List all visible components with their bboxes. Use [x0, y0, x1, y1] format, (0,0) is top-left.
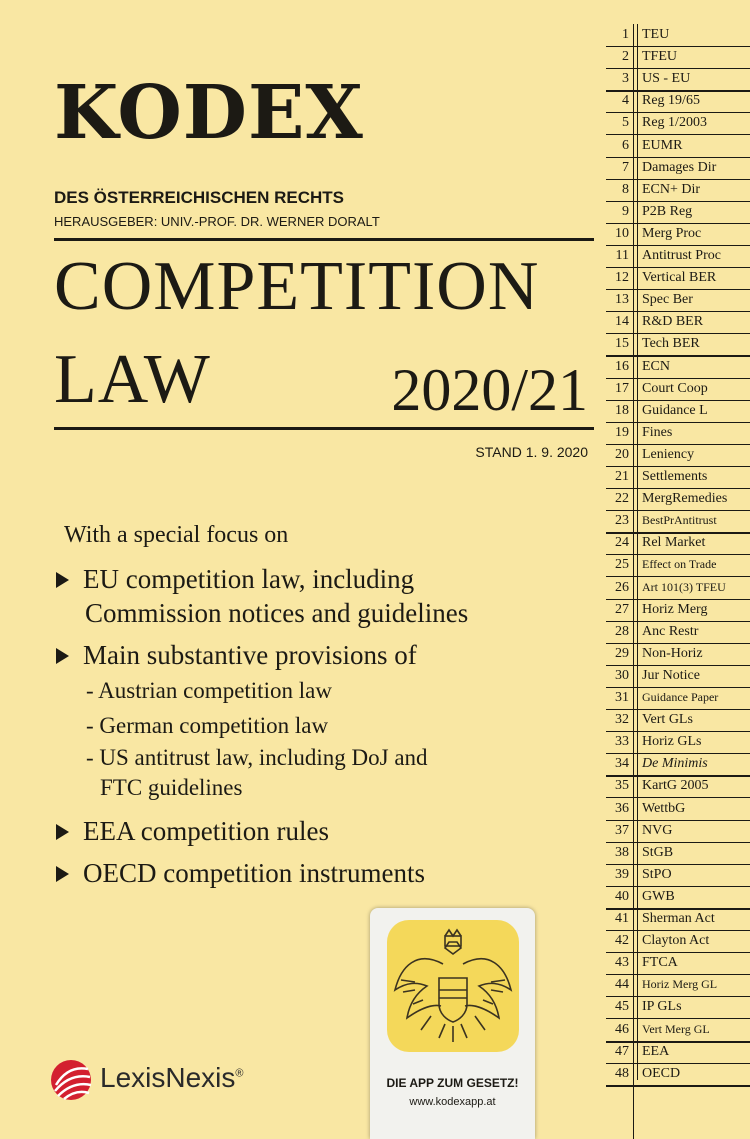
- focus-sub-german: - German competition law: [86, 713, 329, 738]
- index-tab[interactable]: [606, 245, 750, 268]
- index-tab[interactable]: [606, 577, 750, 600]
- index-tab[interactable]: [606, 775, 750, 798]
- index-tab-label: NVG: [642, 822, 673, 838]
- index-tab-number: 36: [615, 800, 629, 816]
- focus-sub-austrian: - Austrian competition law: [86, 678, 332, 703]
- app-slogan: DIE APP ZUM GESETZ!: [386, 1076, 519, 1090]
- index-tab[interactable]: [606, 709, 750, 732]
- index-tab-number: 3: [622, 71, 629, 87]
- index-tab-label: P2B Reg: [642, 203, 693, 219]
- index-tab-label: Horiz GLs: [642, 734, 702, 750]
- index-tab-label: Reg 19/65: [642, 93, 700, 109]
- index-tab[interactable]: [606, 24, 750, 47]
- index-tab[interactable]: [606, 112, 750, 135]
- kodex-app-icon: [387, 920, 519, 1052]
- index-tab[interactable]: [606, 599, 750, 622]
- index-tab-label: Damages Dir: [642, 159, 717, 175]
- index-tab-number: 10: [615, 225, 629, 241]
- index-tab[interactable]: [606, 974, 750, 997]
- index-tab[interactable]: [606, 201, 750, 224]
- index-tab-number: 13: [615, 292, 629, 308]
- index-tab-number: 45: [615, 999, 629, 1015]
- index-tab[interactable]: [606, 422, 750, 445]
- index-tab[interactable]: [606, 687, 750, 710]
- triangle-bullet-icon: [56, 648, 69, 664]
- index-tab[interactable]: [606, 731, 750, 754]
- index-tab[interactable]: [606, 46, 750, 69]
- index-tab-label: De Minimis: [642, 756, 708, 772]
- index-tab-number: 1: [622, 27, 629, 42]
- index-tab[interactable]: [606, 753, 750, 777]
- index-tab-label: Sherman Act: [642, 911, 715, 926]
- index-tab-label: TEU: [642, 27, 670, 42]
- index-tab[interactable]: [606, 643, 750, 666]
- index-tab-number: 9: [622, 203, 629, 219]
- index-tab-label: US - EU: [642, 71, 691, 87]
- index-tab-number: 25: [615, 557, 629, 573]
- index-tab-number: 34: [615, 756, 629, 772]
- index-tab-label: KartG 2005: [642, 778, 709, 794]
- focus-sub-us: [86, 743, 428, 803]
- series-subtitle: DES ÖSTERREICHISCHEN RECHTS: [54, 188, 344, 207]
- index-tab-number: 40: [615, 888, 629, 904]
- triangle-bullet-icon: [56, 572, 69, 588]
- index-tab-label: Jur Notice: [642, 667, 700, 683]
- index-tab-number: 43: [615, 955, 629, 971]
- index-tab-number: 31: [615, 690, 629, 705]
- bullet-text: Main substantive provisions of: [83, 640, 417, 670]
- index-tab-number: 29: [615, 645, 629, 661]
- index-tab[interactable]: [606, 621, 750, 644]
- index-tab-label: Fines: [642, 424, 673, 440]
- index-tab-number: 27: [615, 601, 629, 617]
- index-tab-number: 26: [615, 579, 629, 595]
- index-tab-number: 35: [615, 778, 629, 794]
- index-tab[interactable]: [606, 1041, 750, 1064]
- index-tab[interactable]: [606, 798, 750, 821]
- index-tab-label: IP GLs: [642, 999, 682, 1015]
- title-rule: [54, 427, 594, 430]
- index-tab-label: Rel Market: [642, 535, 706, 551]
- triangle-bullet-icon: [56, 824, 69, 840]
- index-tab-number: 4: [622, 93, 629, 109]
- index-tab-number: 38: [615, 844, 629, 860]
- sub-text: - US antitrust law, including DoJ and: [86, 745, 428, 770]
- bullet-text: OECD competition instruments: [83, 858, 425, 888]
- index-tab-number: 42: [615, 933, 629, 949]
- index-tab[interactable]: [606, 952, 750, 975]
- index-tab-label: WettbG: [642, 800, 686, 816]
- index-tab-number: 48: [615, 1065, 629, 1081]
- index-tab[interactable]: [606, 267, 750, 290]
- index-tab[interactable]: [606, 356, 750, 379]
- index-tab[interactable]: [606, 311, 750, 334]
- index-tab-number: 32: [615, 712, 629, 728]
- index-tab-number: 16: [615, 358, 629, 374]
- index-tab-label: Anc Restr: [642, 623, 699, 639]
- index-tab[interactable]: [606, 444, 750, 467]
- index-tab-label: Vert GLs: [642, 712, 693, 728]
- index-tab[interactable]: [606, 510, 750, 534]
- sub-text-continued: FTC guidelines: [100, 775, 243, 800]
- index-tab-number: 11: [615, 248, 629, 263]
- index-tab-number: 24: [615, 535, 629, 551]
- index-tab-label: Guidance L: [642, 402, 708, 418]
- index-tab-number: 8: [622, 181, 629, 197]
- index-tab-label: Guidance Paper: [642, 690, 719, 704]
- index-tab-number: 46: [615, 1021, 629, 1037]
- index-tab[interactable]: [606, 179, 750, 202]
- index-tab[interactable]: [606, 842, 750, 865]
- editor-line: HERAUSGEBER: UNIV.-PROF. DR. WERNER DORALT: [54, 214, 380, 229]
- index-tab-label: R&D BER: [642, 314, 704, 330]
- index-tab[interactable]: [606, 1063, 750, 1087]
- index-tab-label: Horiz Merg: [642, 601, 708, 617]
- index-tab[interactable]: [606, 289, 750, 312]
- book-title-line2: LAW: [54, 341, 211, 418]
- index-tab-number: 19: [615, 424, 629, 440]
- focus-bullet-national: [56, 638, 417, 672]
- index-tab-label: Leniency: [642, 446, 695, 462]
- focus-intro: With a special focus on: [64, 522, 289, 548]
- index-tab[interactable]: [606, 908, 750, 931]
- index-tab-label: EUMR: [642, 137, 683, 153]
- index-tab-label: Settlements: [642, 469, 708, 484]
- index-tab[interactable]: [606, 223, 750, 246]
- index-tab-label: OECD: [642, 1065, 681, 1081]
- index-tab-label: GWB: [642, 888, 675, 904]
- index-tab[interactable]: [606, 378, 750, 401]
- index-tab[interactable]: [606, 333, 750, 357]
- edition-year: 2020/21: [391, 357, 588, 423]
- index-tab[interactable]: [606, 532, 750, 555]
- app-url[interactable]: www.kodexapp.at: [409, 1096, 496, 1108]
- index-tab-number: 47: [615, 1043, 629, 1059]
- index-tab-number: 7: [622, 159, 629, 175]
- index-tab-label: Antitrust Proc: [642, 248, 721, 263]
- index-tab-number: 41: [615, 911, 629, 926]
- index-tab-label: Effect on Trade: [642, 557, 717, 572]
- index-tab-label: Court Coop: [642, 380, 708, 396]
- index-tab[interactable]: [606, 665, 750, 688]
- index-tab-number: 33: [615, 734, 629, 750]
- index-tab-number: 14: [615, 314, 629, 330]
- index-tab[interactable]: [606, 864, 750, 887]
- triangle-bullet-icon: [56, 866, 69, 882]
- index-tab-label: Art 101(3) TFEU: [642, 579, 726, 594]
- index-tab-label: Clayton Act: [642, 933, 710, 949]
- index-tab-label: Merg Proc: [642, 225, 702, 241]
- eagle-emblem-icon: [387, 920, 519, 1052]
- index-tab-label: Vert Merg GL: [642, 1021, 710, 1036]
- index-tab[interactable]: [606, 488, 750, 511]
- bullet-text-continued: Commission notices and guidelines: [85, 598, 469, 628]
- book-title-line1: COMPETITION: [54, 248, 540, 325]
- index-tab-number: 39: [615, 866, 629, 882]
- index-tab[interactable]: [606, 886, 750, 910]
- index-tab-number: 18: [615, 402, 629, 418]
- index-tab[interactable]: [606, 400, 750, 423]
- index-tab-number: 5: [622, 115, 629, 131]
- index-tab[interactable]: [606, 820, 750, 843]
- index-tab[interactable]: [606, 1019, 750, 1043]
- index-tab[interactable]: [606, 157, 750, 180]
- focus-bullet-eu: [56, 562, 468, 630]
- index-tab[interactable]: [606, 68, 750, 92]
- index-tab-label: Horiz Merg GL: [642, 977, 718, 992]
- index-tab-number: 44: [615, 977, 629, 993]
- index-tab-label: ECN+ Dir: [642, 181, 701, 197]
- index-tab-label: FTCA: [642, 955, 678, 971]
- index-tab-label: StGB: [642, 844, 674, 860]
- index-tab-number: 23: [615, 513, 629, 529]
- index-tab-number: 21: [615, 469, 629, 484]
- index-tab-number: 15: [615, 336, 629, 352]
- series-title: KODEX: [54, 70, 364, 156]
- index-tab-label: StPO: [642, 866, 672, 882]
- focus-bullet-oecd: [56, 856, 425, 890]
- index-tab[interactable]: [606, 930, 750, 953]
- index-tab-number: 12: [615, 270, 629, 286]
- top-rule: [54, 238, 594, 241]
- publisher-name: LexisNexis®: [100, 1062, 244, 1093]
- lexisnexis-globe-icon: [51, 1060, 91, 1100]
- focus-bullet-eea: [56, 814, 329, 848]
- bullet-text: EEA competition rules: [83, 816, 329, 846]
- index-tab-label: Spec Ber: [642, 292, 693, 308]
- index-tab-label: MergRemedies: [642, 491, 728, 507]
- index-tab-label: Tech BER: [642, 336, 700, 352]
- index-tab-label: Non-Horiz: [642, 645, 703, 661]
- index-tab-label: EEA: [642, 1043, 670, 1059]
- index-tab-number: 22: [615, 491, 629, 507]
- index-tab-label: Reg 1/2003: [642, 115, 707, 131]
- index-tab-label: ECN: [642, 358, 670, 374]
- index-tab-number: 37: [615, 822, 629, 838]
- index-tab-number: 30: [615, 667, 629, 683]
- index-tab[interactable]: [606, 90, 750, 113]
- index-tab-label: Vertical BER: [642, 270, 717, 286]
- index-tab-label: TFEU: [642, 49, 677, 65]
- index-tab[interactable]: [606, 996, 750, 1019]
- index-tab-number: 17: [615, 380, 629, 396]
- index-tab[interactable]: [606, 554, 750, 577]
- index-tab-number: 6: [622, 137, 629, 153]
- index-tab[interactable]: [606, 466, 750, 489]
- app-promo-card: [370, 908, 535, 1139]
- stand-date: STAND 1. 9. 2020: [475, 444, 588, 460]
- index-tab-number: 20: [615, 446, 629, 462]
- index-tab-label: BestPrAntitrust: [642, 513, 717, 528]
- index-tab-number: 2: [622, 49, 629, 65]
- bullet-text: EU competition law, including: [83, 564, 415, 594]
- index-tab-number: 28: [615, 623, 629, 639]
- index-tab[interactable]: [606, 135, 750, 158]
